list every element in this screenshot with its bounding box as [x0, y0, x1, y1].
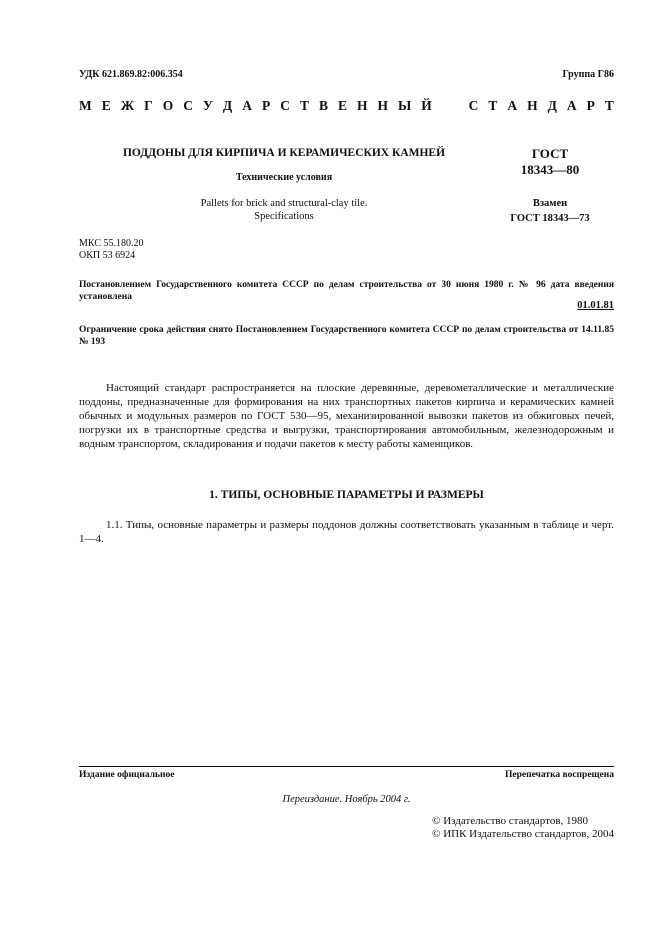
replaces-label: Взамен	[532, 198, 568, 209]
classification-codes	[79, 238, 143, 262]
english-title-line-2: Specifications	[254, 211, 314, 222]
gost-number-block	[500, 146, 600, 178]
replaces-value: ГОСТ 18343—73	[510, 213, 590, 224]
banner-letter: Н	[377, 98, 389, 113]
intro-paragraph: Настоящий стандарт распространяется на плоские деревянные, деревометаллические и металлические поддоны, предназначенные для формирования на них транспортных пакетов кирпича и керамических камней обычных и модульных размеров по ГОСТ 530—95, механизированной вывозки пакетов из обжиговых печей, погрузки их в транспортные средства и выгрузки, транспортирования автомобильным, железнодорожным и водным транспортом, складирования и подачи пакетов к месту работы каменщиков.	[79, 382, 614, 450]
banner-letter: Й	[421, 98, 432, 113]
banner-letter: Д	[547, 98, 557, 113]
reprint-prohibited: Перепечатка воспрещена	[504, 770, 614, 780]
copyright-block	[432, 815, 614, 841]
interstate-standard-banner	[79, 98, 614, 114]
banner-letter: С	[280, 98, 290, 113]
decree-text: Постановлением Государственного комитета СССР по делам строительства от 30 июня 1980 г. № 96 дата введения установлена	[79, 280, 614, 302]
document-title: ПОДДОНЫ ДЛЯ КИРПИЧА И КЕРАМИЧЕСКИХ КАМНЕЙ	[122, 147, 446, 159]
okp-code: ОКП 53 6924	[79, 250, 136, 261]
copyright-line-2: © ИПК Издательство стандартов, 2004	[432, 828, 614, 840]
banner-letter: Р	[586, 98, 595, 113]
banner-letter: Д	[222, 98, 233, 113]
group-code: Группа Г86	[562, 69, 614, 80]
banner-letter: А	[566, 98, 577, 113]
document-subtitle: Технические условия	[235, 172, 333, 183]
banner-letter: Г	[144, 98, 153, 113]
section-title: 1. ТИПЫ, ОСНОВНЫЕ ПАРАМЕТРЫ И РАЗМЕРЫ	[209, 489, 484, 501]
paragraph-1-1: 1.1. Типы, основные параметры и размеры поддонов должны соответствовать указанным в таблице и черт. 1—4.	[79, 519, 614, 545]
banner-letter: С	[468, 98, 479, 113]
gost-number: 18343—80	[520, 162, 580, 177]
banner-letter: Р	[261, 98, 271, 113]
mks-code: МКС 55.180.20	[79, 238, 144, 249]
banner-letter: О	[162, 98, 174, 113]
banner-letter: С	[183, 98, 193, 113]
english-title	[79, 197, 489, 223]
replaces-block	[490, 196, 610, 226]
banner-letter: В	[318, 98, 328, 113]
banner-letter: Т	[604, 98, 614, 113]
banner-letter: М	[79, 98, 92, 113]
banner-letter: А	[242, 98, 252, 113]
banner-letter: Ы	[398, 98, 412, 113]
banner-letter: А	[507, 98, 518, 113]
copyright-line-1: © Издательство стандартов, 1980	[432, 815, 589, 827]
english-title-line-1: Pallets for brick and structural-clay tile.	[200, 198, 368, 209]
banner-letter: Н	[527, 98, 538, 113]
official-edition: Издание официальное	[79, 770, 175, 780]
banner-letter: Е	[337, 98, 347, 113]
reissue-note: Переиздание. Ноябрь 2004 г.	[282, 794, 411, 805]
banner-letter: Т	[299, 98, 309, 113]
banner-letter: Н	[357, 98, 368, 113]
introduction-date: 01.01.81	[577, 300, 614, 311]
banner-letter: Ж	[120, 98, 135, 113]
udk-code: УДК 621.869.82:006.354	[79, 69, 183, 80]
banner-letter: Е	[101, 98, 111, 113]
limitation-text: Ограничение срока действия снято Постановлением Государственного комитета СССР по делам строительства от 14.11.85 № 193	[79, 325, 614, 347]
banner-letter	[455, 98, 458, 114]
banner-letter	[442, 98, 445, 114]
gost-label: ГОСТ	[531, 146, 569, 161]
footer-divider	[79, 766, 614, 767]
banner-letter: У	[202, 98, 213, 113]
banner-letter: Т	[488, 98, 498, 113]
